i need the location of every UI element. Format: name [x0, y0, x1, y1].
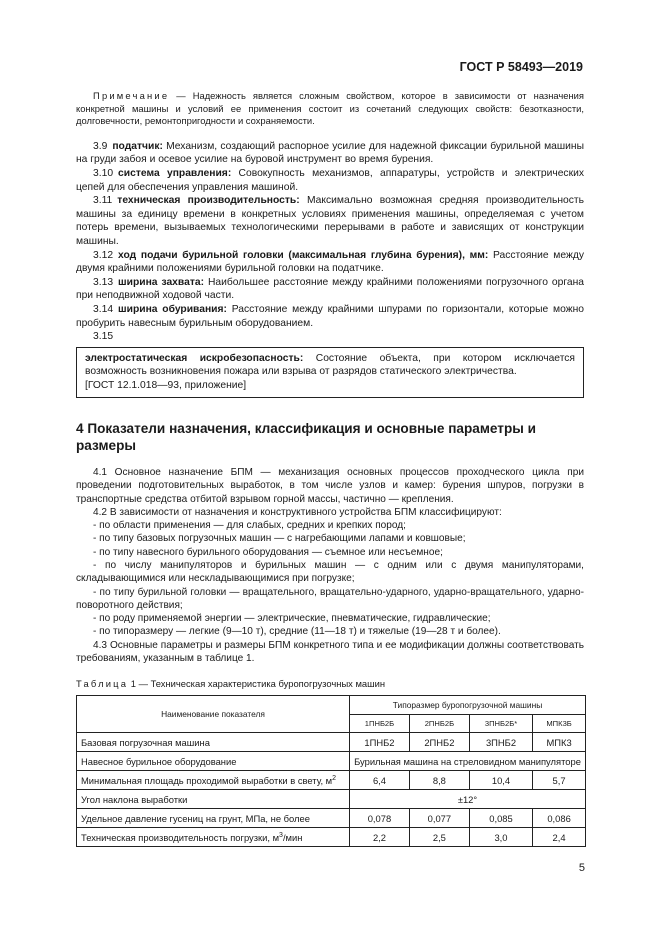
list-item: - по типоразмеру — легкие (9—10 т), средние (11—18 т) и тяжелые (19—28 т и более). [93, 626, 501, 638]
list-item: - по числу манипуляторов и бурильных машин — с одним или с двумя манипуляторами, складывающимися или нескладывающимися при погрузке; [76, 559, 584, 585]
note-paragraph [76, 90, 584, 128]
list-item: - по области применения — для слабых, средних и крепких пород; [93, 520, 406, 532]
table-cell: 0,086 [533, 809, 586, 828]
model-header: 2ПНБ2Б [409, 715, 469, 733]
terms-list [76, 140, 584, 344]
table-cell: 2,4 [533, 828, 586, 847]
table-row [77, 790, 586, 809]
model-header: 3ПНБ2Б* [469, 715, 532, 733]
table-cell: 3ПНБ2 [469, 733, 532, 752]
term-3-15-definition: электростатическая искробезопасность: Состояние объекта, при котором исключается возможность возникновения пожара или взрыва от разрядов статического электричества. [85, 352, 576, 378]
table-cell-merged: ±12° [350, 790, 586, 809]
list-item: - по типу базовых погрузочных машин — с нагребающими лапами и ковшовые; [93, 533, 466, 545]
table-cell: 6,4 [350, 771, 410, 790]
table-cell: 5,7 [533, 771, 586, 790]
table-cell-merged: Бурильная машина на стреловидном манипуляторе [350, 752, 586, 771]
row-label: Навесное бурильное оборудование [77, 752, 350, 771]
column-header-name: Наименование показателя [77, 696, 350, 733]
term-3-9: 3.9 податчик: Механизм, создающий распорное усилие для надежной фиксации бурильной машины на груди забоя и осевое усилие на буровой инструмент во время бурения. [76, 140, 584, 166]
list-item: - по типу бурильной головки — вращательного, вращательно-ударного, ударно-вращательного, ударно-поворотного действия; [76, 586, 584, 611]
table-cell: 2,5 [409, 828, 469, 847]
term-3-15-reference: [ГОСТ 12.1.018—93, приложение] [85, 379, 247, 391]
page-content [76, 90, 584, 847]
table-cell: 1ПНБ2 [350, 733, 410, 752]
section-4-heading: 4 Показатели назначения, классификация и основные параметры и размеры [76, 420, 536, 453]
model-header: 1ПНБ2Б [350, 715, 410, 733]
table-row [77, 752, 586, 771]
list-item: - по роду применяемой энергии — электрические, пневматические, гидравлические; [93, 613, 491, 625]
page-number: 5 [578, 862, 585, 874]
list-item: - по типу навесного бурильного оборудования — съемное или несъемное; [93, 546, 443, 558]
table-row [77, 828, 586, 847]
specs-table [76, 695, 586, 847]
row-label: Техническая производительность погрузки, $м^3$/мин [77, 828, 350, 847]
term-3-11: 3.11 техническая производительность: Максимально возможная средняя производительность машины за единицу времени в конкретных условиях применения машины, определяемая с учетом потерь времени, вызываемых технологическими перерывами в работе и зависящих от конструкции машины. [76, 195, 584, 247]
table-cell: 0,085 [469, 809, 532, 828]
note-text: — Надежность является сложным свойством, которое в зависимости от назначения конкретной машины и условий ее применения состоит из сочетаний следующих свойств: безотказности, долговечности, ремонтопригодности и сохраняемости. [76, 90, 584, 127]
term-3-10: 3.10 система управления: Совокупность механизмов, аппаратуры, устройств и электрических цепей для обеспечения управления машиной. [76, 167, 584, 193]
term-3-14: 3.14 ширина обуривания: Расстояние между крайними шпурами по горизонтали, которые можно пробурить навесным бурильным оборудованием. [76, 303, 584, 329]
row-label: Удельное давление гусениц на грунт, МПа, не более [77, 809, 350, 828]
table-cell: МПК3 [533, 733, 586, 752]
table-row [77, 733, 586, 752]
table-cell: 10,4 [469, 771, 532, 790]
table-caption: Таблица 1 — Техническая характеристика буропогрузочных машин [76, 678, 386, 690]
row-label: Базовая погрузочная машина [77, 733, 350, 752]
table-row [77, 809, 586, 828]
paragraph-4-2: 4.2 В зависимости от назначения и конструктивного устройства БПМ классифицируют: [93, 506, 502, 518]
model-header: МПК3Б [533, 715, 586, 733]
paragraph-4-3: 4.3 Основные параметры и размеры БПМ конкретного типа и ее модификации должны соответствовать требованиям, указанным в таблице 1. [76, 639, 584, 665]
table-cell: 0,078 [350, 809, 410, 828]
table-cell: 8,8 [409, 771, 469, 790]
column-group-header: Типоразмер буропогрузочной машины [350, 696, 586, 715]
table-cell: 2ПНБ2 [409, 733, 469, 752]
document-id: ГОСТ Р 58493—2019 [459, 60, 583, 74]
row-label: Угол наклона выработки [77, 790, 350, 809]
term-3-13: 3.13 ширина захвата: Наибольшее расстояние между крайними положениями погрузочного органа при неподвижной ходовой части. [76, 276, 584, 302]
table-cell: 2,2 [350, 828, 410, 847]
paragraph-4-1: 4.1 Основное назначение БПМ — механизация основных процессов проходческого цикла при проведении подготовительных выработок, в том числе узлов и камер: бурения шпуров, погрузки в транспортные средства отбитой взрывом горной массы, частично — крепления. [76, 466, 584, 505]
note-label: Примечание [93, 90, 170, 101]
term-3-15-number: 3.15 [93, 331, 114, 343]
section-4-body [76, 466, 584, 665]
term-3-12: 3.12 ход подачи бурильной головки (максимальная глубина бурения), мм: Расстояние между двумя крайними положениями бурильной головки на податчике. [76, 249, 585, 275]
table-row [77, 771, 586, 790]
table-cell: 3,0 [469, 828, 532, 847]
table-cell: 0,077 [409, 809, 469, 828]
term-3-15-box [76, 347, 584, 398]
row-label: Минимальная площадь проходимой выработки в свету, $м^2$ [77, 771, 350, 790]
